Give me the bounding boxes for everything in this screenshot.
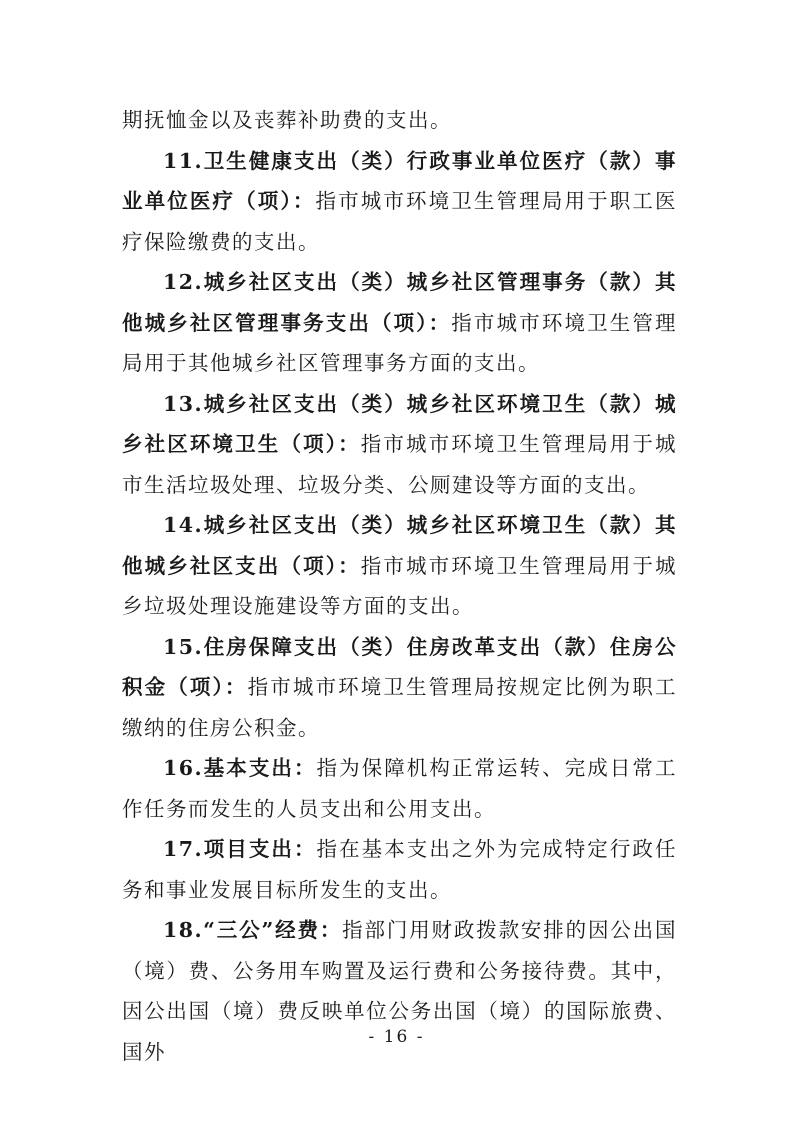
item-13-body: 指市城市环境卫生管理局用于城市生活垃圾处理、垃圾分类、公厕建设等方面的支出。	[122, 432, 678, 497]
item-16-paragraph	[122, 748, 677, 829]
item-17-heading: 17.项目支出：	[163, 837, 317, 861]
item-18-heading: 18.“三公”经费：	[163, 918, 343, 942]
item-16-body: 指为保障机构正常运转、完成日常工作任务而发生的人员支出和公用支出。	[122, 756, 677, 821]
item-13-heading: 13.城乡社区支出（类）城乡社区环境卫生（款）城乡社区环境卫生（项）：	[122, 391, 677, 456]
item-14-paragraph	[122, 505, 677, 627]
item-12-body: 指市城市环境卫生管理局用于其他城乡社区管理事务方面的支出。	[122, 310, 677, 375]
item-14-heading: 14.城乡社区支出（类）城乡社区环境卫生（款）其他城乡社区支出（项）：	[122, 513, 677, 578]
continuation-paragraph: 期抚恤金以及丧葬补助费的支出。	[122, 108, 452, 132]
page-number: - 16 -	[368, 1027, 425, 1047]
item-16-heading: 16.基本支出：	[163, 756, 317, 780]
item-15-body: 指市城市环境卫生管理局按规定比例为职工缴纳的住房公积金。	[122, 675, 677, 740]
item-12-heading: 12.城乡社区支出（类）城乡社区管理事务（款）其他城乡社区管理事务支出（项）：	[122, 270, 677, 335]
document-body	[122, 100, 677, 1072]
item-18-paragraph	[122, 910, 677, 1072]
item-18-body: 指部门用财政拨款安排的因公出国（境）费、公务用车购置及运行费和公务接待费。其中，因公出国（境）费反映单位公务出国（境）的国际旅费、国外	[122, 918, 678, 1064]
item-12-paragraph	[122, 262, 677, 384]
item-11-body: 指市城市环境卫生管理局用于职工医疗保险缴费的支出。	[122, 189, 677, 254]
item-17-body: 指在基本支出之外为完成特定行政任务和事业发展目标所发生的支出。	[122, 837, 677, 902]
item-11-heading: 11.卫生健康支出（类）行政事业单位医疗（款）事业单位医疗（项）：	[122, 148, 677, 213]
item-14-body: 指市城市环境卫生管理局用于城乡垃圾处理设施建设等方面的支出。	[122, 553, 678, 618]
item-15-heading: 15.住房保障支出（类）住房改革支出（款）住房公积金（项）：	[122, 634, 677, 699]
item-11-paragraph	[122, 141, 677, 263]
item-17-paragraph	[122, 829, 677, 910]
item-15-paragraph	[122, 627, 677, 749]
item-13-paragraph	[122, 384, 677, 506]
